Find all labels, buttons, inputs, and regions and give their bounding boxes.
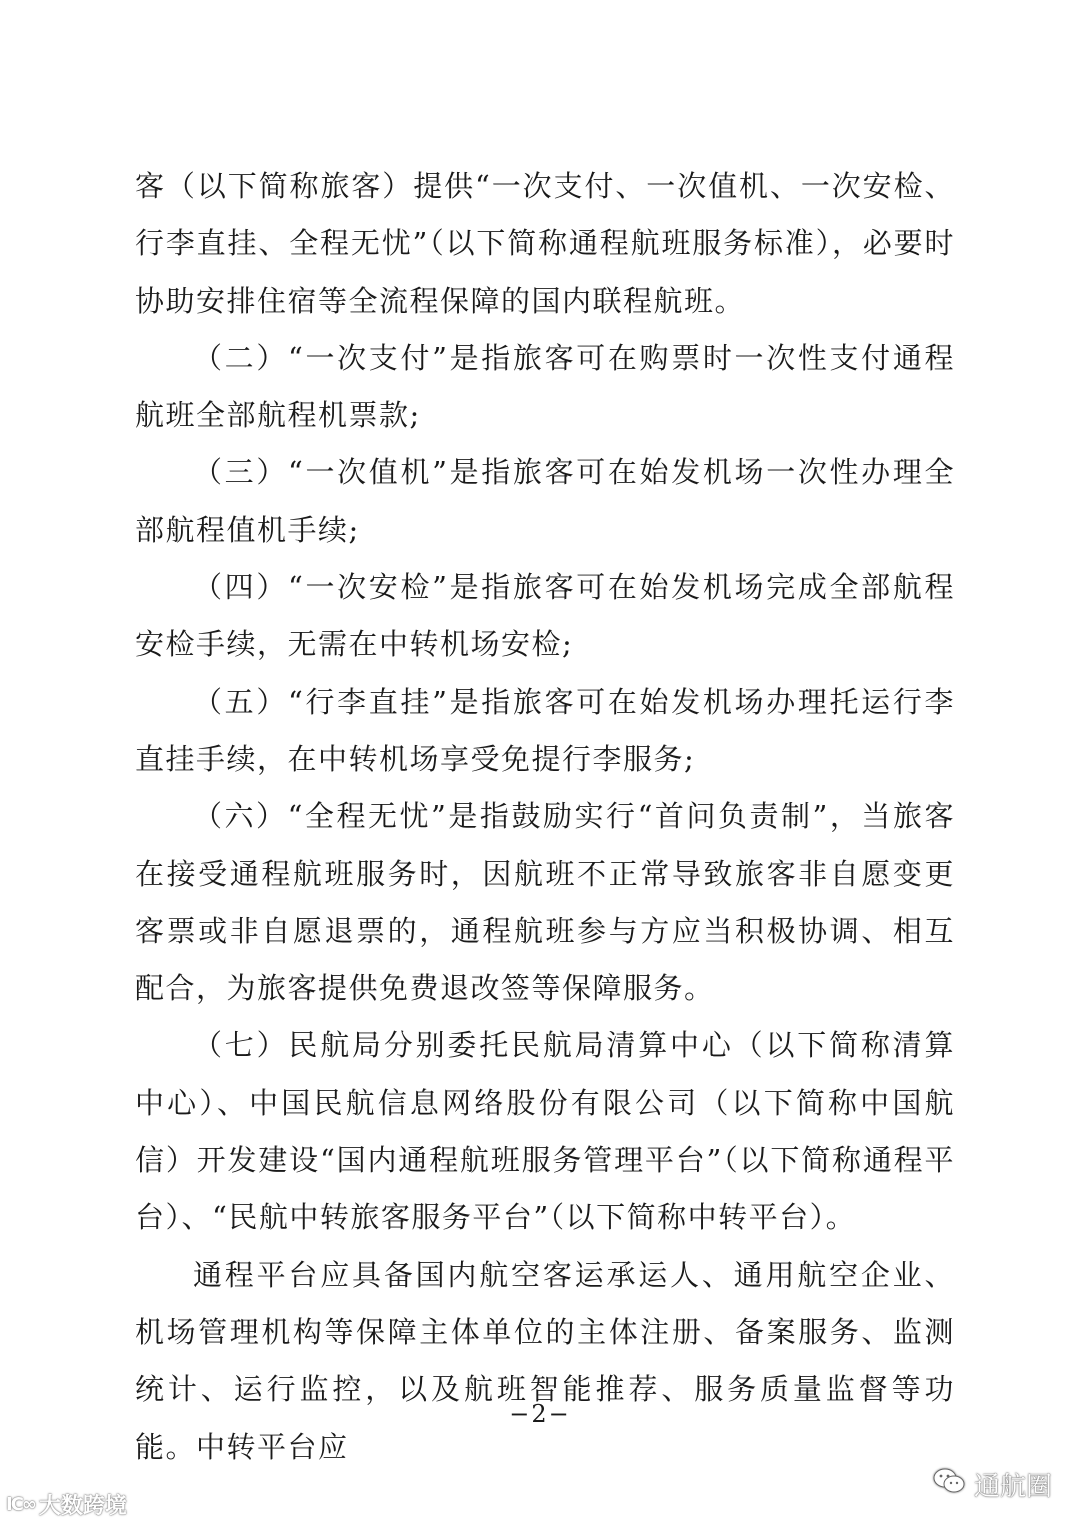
watermark-right (932, 1462, 1052, 1506)
page-number: −2− (509, 1400, 571, 1428)
wechat-icon (932, 1466, 966, 1503)
paragraph-2: （二）“一次支付”是指旅客可在购票时一次性支付通程航班全部航程机票款; (135, 340, 955, 433)
watermark-left (6, 1487, 127, 1521)
paragraph-4: （四）“一次安检”是指旅客可在始发机场完成全部航程安检手续，无需在中转机场安检; (135, 570, 955, 662)
watermark-logo: IC∞ (6, 1493, 35, 1515)
paragraph-7: （七）民航局分别委托民航局清算中心（以下简称清算中心）、中国民航信息网络股份有限公司（以下简称中国航信）开发建设“国内通程航班服务管理平台”（以下简称通程平台）、“民航中转旅客服务平台”（以下简称中转平台）。 (135, 1028, 955, 1235)
watermark-right-text: 通航圈 (973, 1471, 1052, 1502)
paragraph-3: （三）“一次值机”是指旅客可在始发机场一次性办理全部航程值机手续; (135, 455, 955, 547)
paragraph-5: （五）“行李直挂”是指旅客可在始发机场办理托运行李直挂手续，在中转机场享受免提行李服务; (135, 684, 955, 776)
document-body (135, 158, 955, 1476)
paragraph-8: 通程平台应具备国内航空客运承运人、通用航空企业、机场管理机构等保障主体单位的主体注册、备案服务、监测统计、运行监控，以及航班智能推荐、服务质量监督等功能。中转平台应 (135, 1257, 955, 1464)
paragraph-1: 客（以下简称旅客）提供“一次支付、一次值机、一次安检、行李直挂、全程无忧”（以下简称通程航班服务标准），必要时协助安排住宿等全流程保障的国内联程航班。 (135, 169, 955, 318)
paragraph-6: （六）“全程无忧”是指鼓励实行“首问负责制”，当旅客在接受通程航班服务时，因航班不正常导致旅客非自愿变更客票或非自愿退票的，通程航班参与方应当积极协调、相互配合，为旅客提供免费退改签等保障服务。 (135, 799, 955, 1006)
watermark-left-text: 大数跨境 (38, 1493, 127, 1519)
